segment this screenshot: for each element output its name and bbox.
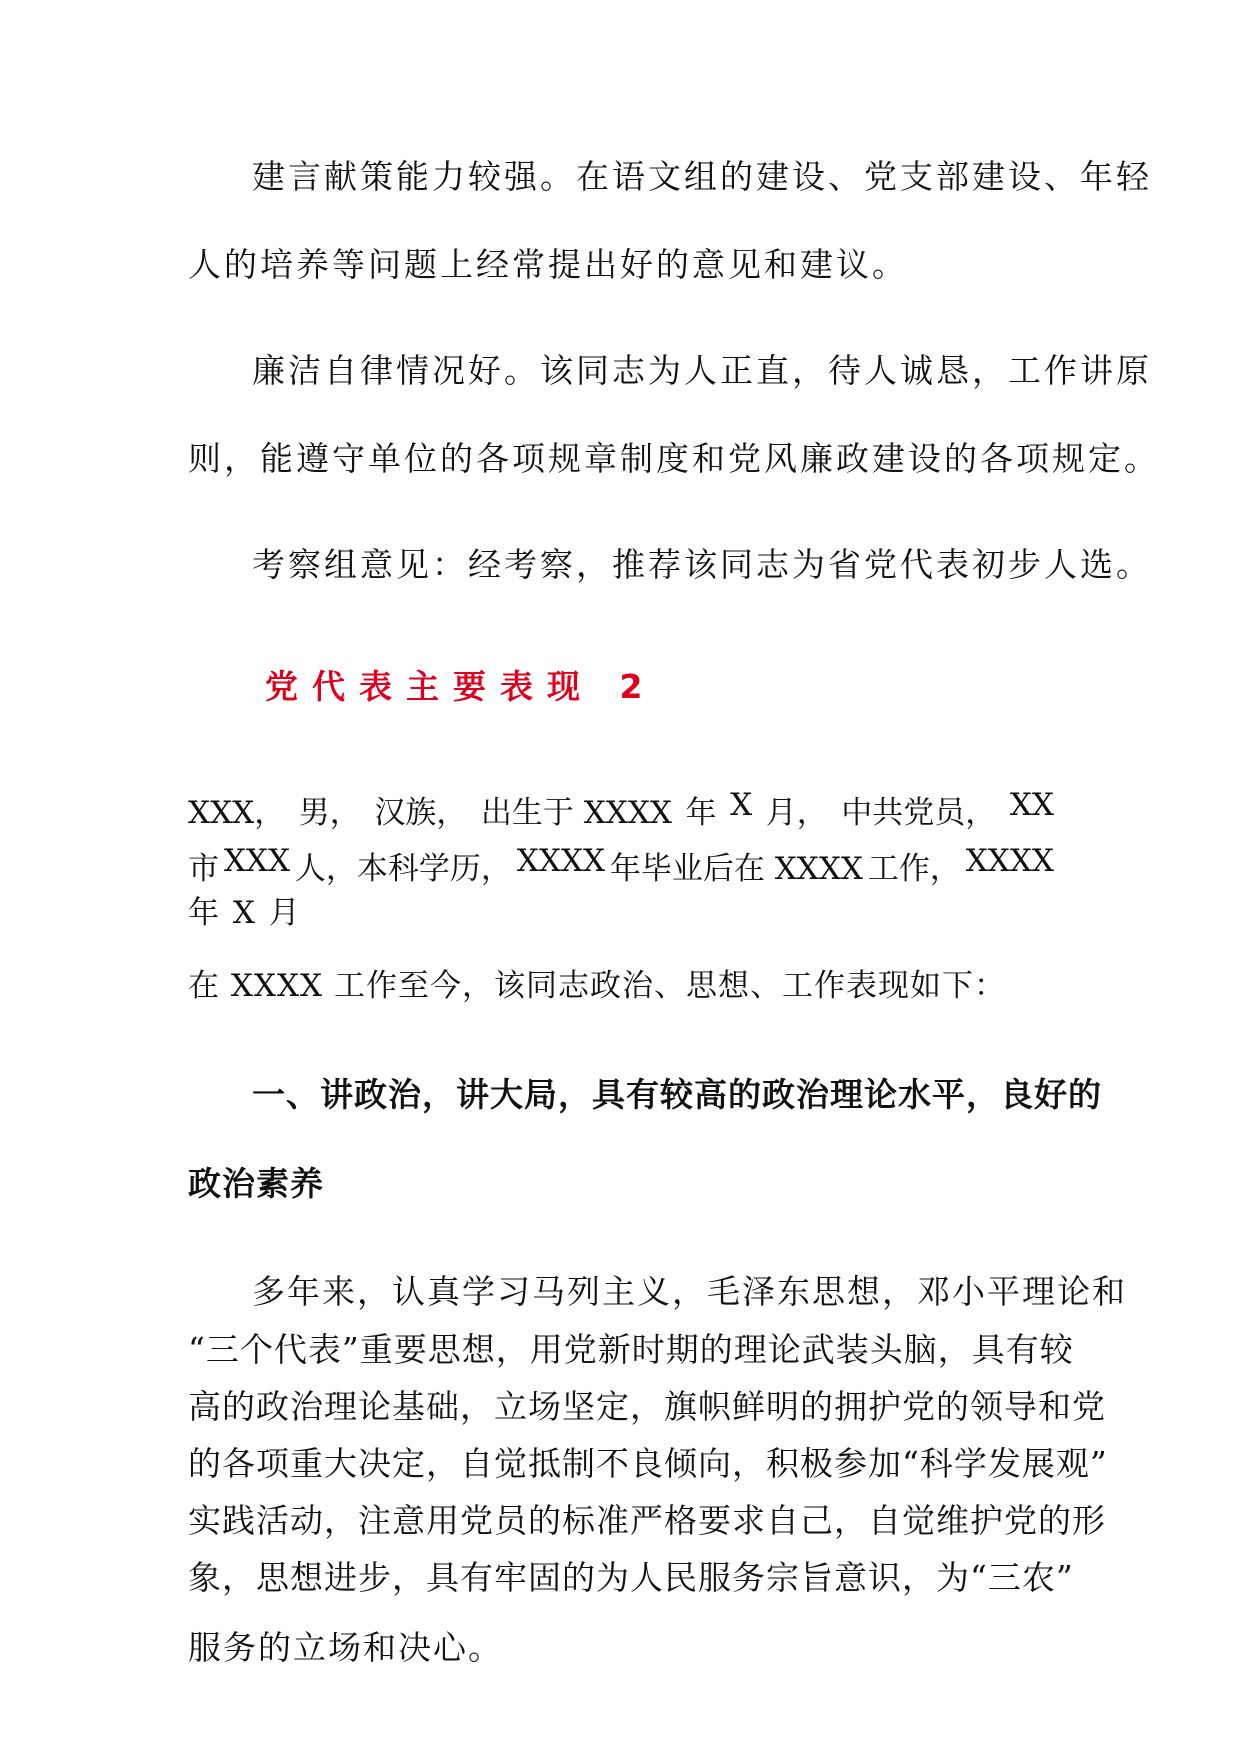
section-title: 党代表主要表现 2 — [265, 667, 657, 706]
intro-word: XXXX — [516, 843, 606, 879]
paragraph-line: 建言献策能力较强。在语文组的建设、党支部建设、年轻 — [252, 157, 1152, 196]
intro-word: X — [730, 787, 753, 823]
body-line: 的各项重大决定，自觉抵制不良倾向，积极参加“科学发展观” — [188, 1444, 1108, 1483]
intro-word: 中共党员， — [841, 795, 997, 831]
intro-word: 年 — [685, 795, 717, 831]
intro-word: XX — [1009, 787, 1054, 823]
paragraph-line: 则，能遵守单位的各项规章制度和党风廉政建设的各项规定。 — [188, 439, 1160, 478]
intro-row-4: 在 XXXX 工作至今，该同志政治、思想、工作表现如下： — [188, 968, 1006, 1004]
intro-word: 市 — [188, 851, 219, 887]
paragraph-line: 人的培养等问题上经常提出好的意见和建议。 — [188, 245, 908, 284]
intro-word: 汉族， — [374, 795, 468, 831]
intro-row-2 — [188, 843, 1054, 888]
body-line: 多年来，认真学习马列主义，毛泽东思想，邓小平理论和 — [252, 1272, 1127, 1311]
intro-word: XXX — [223, 843, 291, 879]
body-line: 实践活动，注意用党员的标准严格要求自己，自觉维护党的形 — [188, 1501, 1106, 1540]
intro-word: 年毕业后在 XXXX — [609, 851, 864, 887]
intro-word: XXX， — [188, 795, 286, 831]
paragraph-line: 考察组意见：经考察，推荐该同志为省党代表初步人选。 — [252, 545, 1152, 584]
paragraph-line: 廉洁自律情况好。该同志为人正直，待人诚恳，工作讲原 — [252, 351, 1152, 390]
intro-word: XXXX — [965, 843, 1054, 879]
body-line: 高的政治理论基础，立场坚定，旗帜鲜明的拥护党的领导和党 — [188, 1387, 1106, 1426]
intro-row-1 — [188, 787, 1054, 832]
body-line: 服务的立场和决心。 — [188, 1628, 503, 1667]
intro-word: 男， — [298, 795, 361, 831]
body-line: “三个代表”重要思想，用党新时期的理论武装头脑，具有较 — [188, 1330, 1074, 1369]
heading-1-line-2: 政治素养 — [188, 1164, 324, 1203]
intro-word: 月， — [765, 795, 828, 831]
heading-1-line-1: 一、讲政治，讲大局，具有较高的政治理论水平，良好的 — [252, 1075, 1102, 1114]
intro-row-3: 年 X 月 — [188, 895, 302, 931]
intro-word: 人，本科学历， — [294, 851, 512, 887]
body-line: 象，思想进步，具有牢固的为人民服务宗旨意识，为“三农” — [188, 1558, 1074, 1597]
intro-word: 出生于 XXXX — [480, 795, 672, 831]
intro-word: 工作， — [867, 851, 961, 887]
